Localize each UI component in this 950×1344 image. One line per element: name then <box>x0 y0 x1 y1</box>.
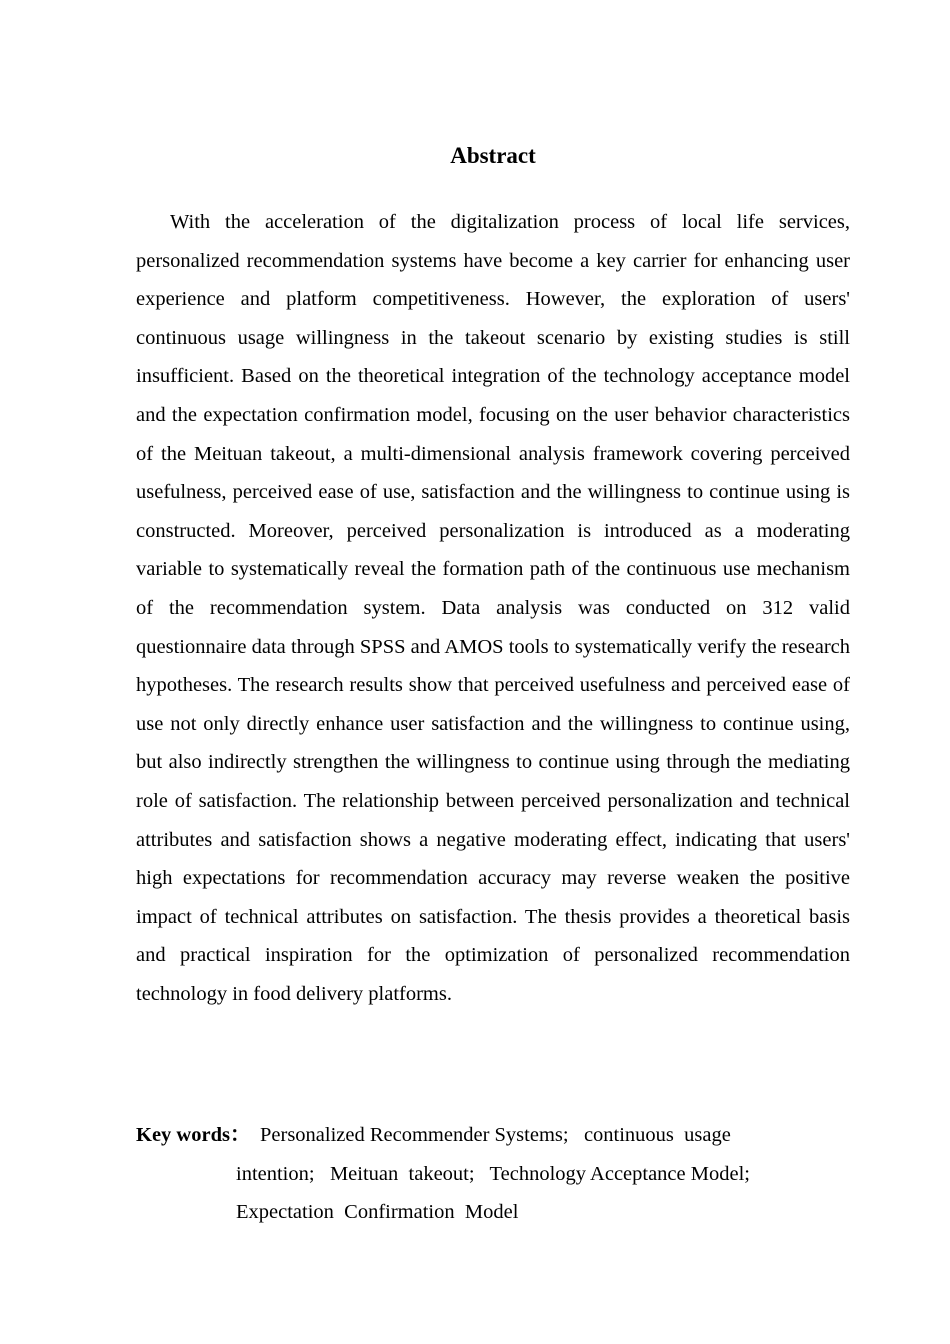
keywords-line: Expectation Confirmation Model <box>236 1201 519 1224</box>
abstract-title: Abstract <box>450 143 536 168</box>
keywords-line: intention; Meituan takeout; Technology Acceptance Model; <box>236 1162 750 1185</box>
keywords-line: Personalized Recommender Systems; continuous usage <box>260 1124 731 1146</box>
abstract-paragraph: With the acceleration of the digitalization process of local life services, personalized recommendation systems have become a key carrier for enhancing user experience and platform competitiveness. However, the exploration of users' continuous usage willingness in the takeout scenario by existing studies is still insufficient. Based on the theoretical integration of the technology acceptance model and the expectation confirmation model, focusing on the user behavior characteristics of the Meituan takeout, a multi-dimensional analysis framework covering perceived usefulness, perceived ease of use, satisfaction and the willingness to continue using is constructed. Moreover, perceived personalization is introduced as a moderating variable to systematically reveal the formation path of the continuous use mechanism of the recommendation system. Data analysis was conducted on 312 valid questionnaire data through SPSS and AMOS tools to systematically verify the research hypotheses. The research results show that perceived usefulness and perceived ease of use not only directly enhance user satisfaction and the willingness to continue using, but also indirectly strengthen the willingness to continue using through the mediating role of satisfaction. The relationship between perceived personalization and technical attributes and satisfaction shows a negative moderating effect, indicating that users' high expectations for recommendation accuracy may reverse weaken the positive impact of technical attributes on satisfaction. The thesis provides a theoretical basis and practical inspiration for the optimization of personalized recommendation technology in food delivery platforms. <box>136 211 850 1005</box>
keywords-label: Key words： <box>136 1124 251 1146</box>
